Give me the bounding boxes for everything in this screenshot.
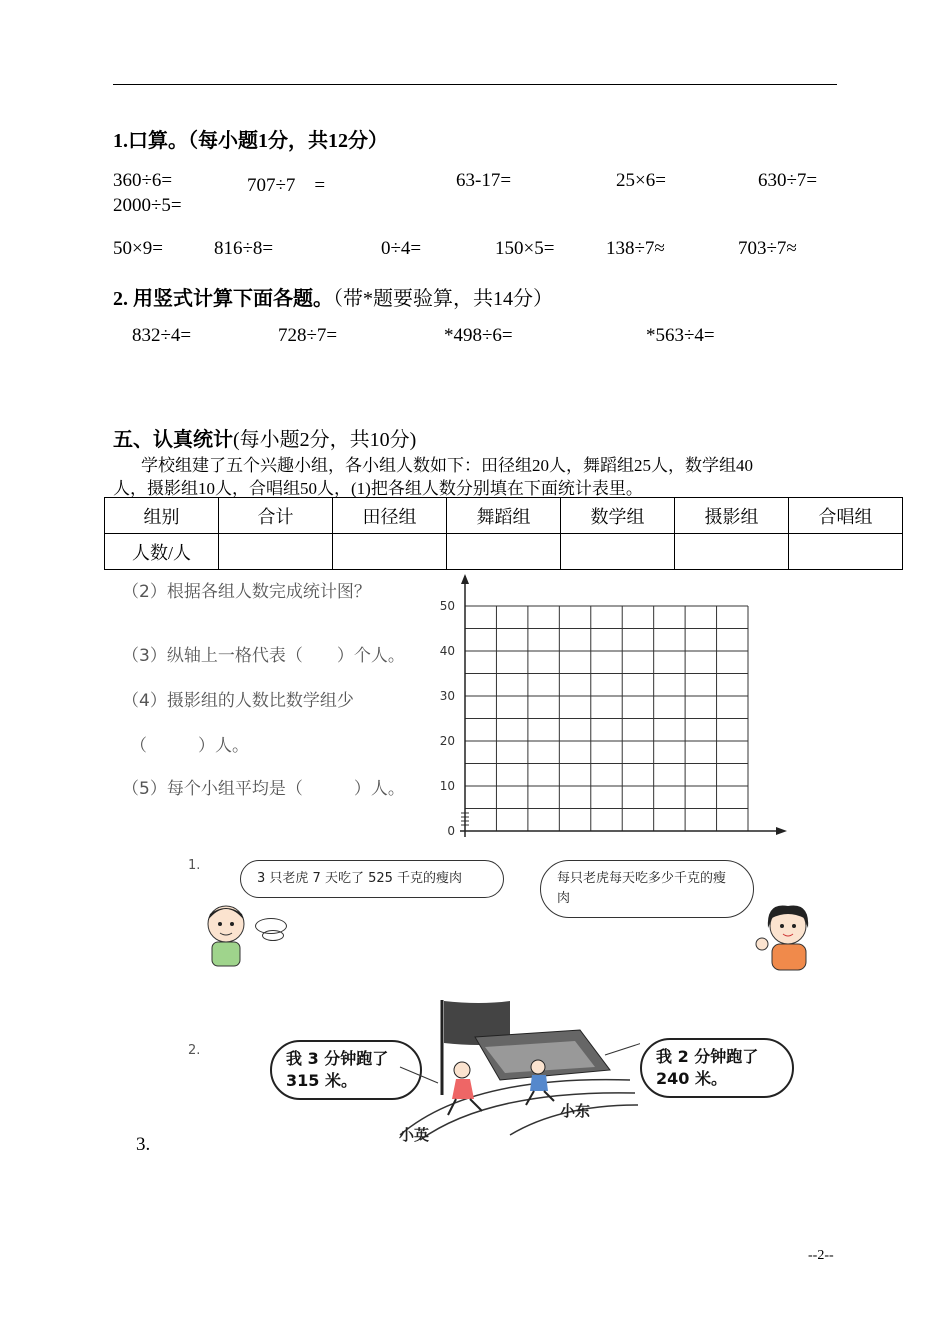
stat-header-cell: 舞蹈组: [447, 498, 561, 534]
stat-header-cell: 摄影组: [675, 498, 789, 534]
stat-input-cell[interactable]: [219, 534, 333, 570]
oral-item: 25×6=: [616, 170, 666, 191]
oral-item: 360÷6=: [113, 170, 173, 191]
y-axis-arrow: [461, 574, 469, 584]
chart-gridlines: [461, 606, 748, 831]
y-tick-label: 30: [439, 689, 455, 703]
oral-item: 150×5=: [495, 238, 555, 259]
problem1-number: 1.: [188, 858, 201, 873]
vertical-calc-item: *563÷4=: [646, 325, 715, 346]
oral-item: 50×9=: [113, 238, 163, 259]
stat-input-cell[interactable]: [789, 534, 903, 570]
vertical-calc-item: 728÷7=: [278, 325, 338, 346]
oral-item: 2000÷5=: [113, 195, 182, 216]
problem1-girl-bubble: 每只老虎每天吃多少千克的瘦肉: [540, 860, 754, 918]
stat-table-header-row: [105, 498, 903, 534]
boy-illustration: [198, 902, 258, 972]
stat-header-cell: 田径组: [333, 498, 447, 534]
y-tick-label: 0: [447, 824, 455, 838]
section2-title-rest: （带*题要验算，共14分）: [333, 288, 553, 310]
y-tick-label: 50: [439, 599, 455, 613]
thought-dot: [262, 930, 284, 941]
stat-header-cell: 合唱组: [789, 498, 903, 534]
question-4: （4）摄影组的人数比数学组少: [122, 691, 354, 711]
section2-title: [113, 282, 553, 311]
question-5: （5）每个小组平均是（ ）人。: [122, 779, 405, 799]
problem2-number: 2.: [188, 1043, 201, 1058]
oral-item: 703÷7≈: [738, 238, 797, 259]
stat-header-cell: 组别: [105, 498, 219, 534]
stat-table-data-row: [105, 534, 903, 570]
section5-title-bold: 五、认真统计: [113, 429, 233, 451]
stat-header-cell: 合计: [219, 498, 333, 534]
question-4-blank: （ ）人。: [130, 736, 249, 756]
stat-header-cell: 数学组: [561, 498, 675, 534]
oral-item: 707÷7 =: [247, 175, 326, 196]
problem2-name-left: 小英: [399, 1126, 430, 1144]
oral-item: 630÷7=: [758, 170, 818, 191]
y-tick-label: 40: [439, 644, 455, 658]
question-2: （2）根据各组人数完成统计图？: [122, 582, 371, 602]
vertical-calc-item: *498÷6=: [444, 325, 513, 346]
page-number: --2--: [808, 1248, 834, 1263]
section2-title-bold: 2. 用竖式计算下面各题。: [113, 288, 333, 310]
girl-illustration: [748, 902, 820, 972]
section5-intro-line2: 人，摄影组10人，合唱组50人，(1)把各组人数分别填在下面统计表里。: [113, 479, 643, 498]
oral-item: 0÷4=: [381, 238, 422, 259]
section1-title: 1.口算。（每小题1分，共12分）: [113, 130, 388, 152]
problem3-number: 3.: [136, 1134, 151, 1155]
oral-item: 816÷8=: [214, 238, 274, 259]
running-track-illustration: [390, 995, 640, 1145]
section5-title-rest: (每小题2分，共10分): [233, 429, 417, 451]
header-rule: [113, 84, 837, 85]
stat-input-cell[interactable]: [447, 534, 561, 570]
problem2-right-bubble: 我 2 分钟跑了 240 米。: [640, 1038, 794, 1098]
y-tick-label: 20: [439, 734, 455, 748]
problem1-boy-bubble: 3 只老虎 7 天吃了 525 千克的瘦肉: [240, 860, 504, 898]
section5-title: [113, 423, 416, 452]
question-3: （3）纵轴上一格代表（ ）个人。: [122, 646, 405, 666]
stat-input-cell[interactable]: [333, 534, 447, 570]
oral-item: 138÷7≈: [606, 238, 665, 259]
problem2-left-bubble: 我 3 分钟跑了 315 米。: [270, 1040, 422, 1100]
y-tick-label: 10: [439, 779, 455, 793]
problem2-name-right: 小东: [560, 1102, 591, 1120]
stat-table: [104, 497, 903, 570]
stat-input-cell[interactable]: [675, 534, 789, 570]
bar-chart-grid[interactable]: [430, 572, 800, 844]
oral-item: 63-17=: [456, 170, 512, 191]
stat-row-label: 人数/人: [105, 534, 219, 570]
vertical-calc-item: 832÷4=: [132, 325, 192, 346]
x-axis-arrow: [776, 827, 787, 835]
section5-intro-line1: 学校组建了五个兴趣小组，各小组人数如下：田径组20人，舞蹈组25人，数学组40: [141, 456, 753, 475]
stat-input-cell[interactable]: [561, 534, 675, 570]
